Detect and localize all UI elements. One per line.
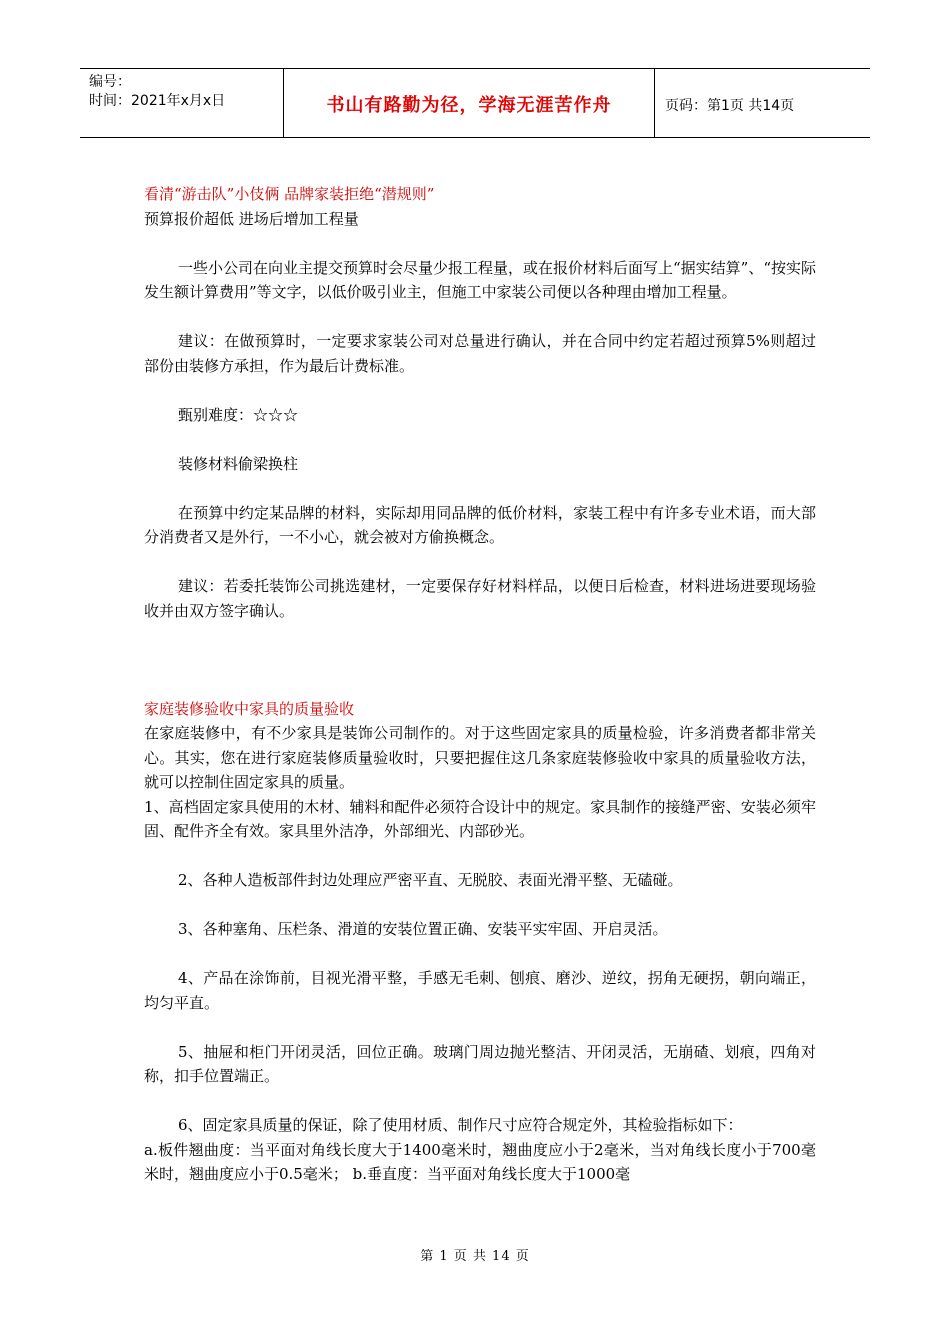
header-motto-cell (284, 69, 655, 137)
section2-item-4: 4、产品在涂饰前，目视光滑平整，手感无毛刺、刨痕、磨沙、逆纹，拐角无硬拐，朝向端正，均匀平直。 (144, 969, 816, 1012)
time-label: 时间：2021年x月x日 (89, 93, 226, 109)
section1-paragraph-2: 建议：在做预算时，一定要求家装公司对总量进行确认，并在合同中约定若超过预算5%则超过部份由装修方承担，作为最后计费标准。 (144, 332, 816, 375)
section2-item-1: 1、高档固定家具使用的木材、辅料和配件必须符合设计中的规定。家具制作的接缝严密、安装必须牢固、配件齐全有效。家具里外洁净，外部细光、内部砂光。 (144, 797, 816, 840)
section2-title: 家庭装修验收中家具的质量验收 (144, 699, 355, 718)
document-body (144, 182, 816, 1187)
motto-text: 书山有路勤为径，学海无涯苦作舟 (326, 95, 612, 116)
section1-paragraph-4: 装修材料偷梁换柱 (178, 454, 299, 473)
section2-item-2: 2、各种人造板部件封边处理应严密平直、无脱胶、表面光滑平整、无磕碰。 (178, 871, 683, 889)
section1-title: 看清“游击队”小伎俩 品牌家装拒绝“潜规则” (144, 185, 435, 203)
page-footer: 第 1 页 共 14 页 (420, 1249, 530, 1264)
section2-item-3: 3、各种塞角、压栏条、滑道的安装位置正确、安装平实牢固、开启灵活。 (178, 920, 668, 938)
section2-item-5: 5、抽屉和柜门开闭灵活，回位正确。玻璃门周边抛光整洁、开闭灵活，无崩碴、划痕，四角对称，扣手位置端正。 (144, 1042, 816, 1085)
section2-item-6: 6、固定家具质量的保证，除了使用材质、制作尺寸应符合规定外，其检验指标如下： (178, 1116, 743, 1134)
section1-paragraph-5: 在预算中约定某品牌的材料，实际却用同品牌的低价材料，家装工程中有许多专业术语，而大部分消费者又是外行，一不小心，就会被对方偷换概念。 (144, 503, 816, 546)
header-page-cell (655, 69, 870, 137)
section2-item-6-detail: a.板件翘曲度：当平面对角线长度大于1400毫米时，翘曲度应小于2毫米，当对角线长度小于700毫米时，翘曲度应小于0.5毫米； b.垂直度：当平面对角线长度大于1000毫 (144, 1140, 816, 1183)
section1-paragraph-1: 一些小公司在向业主提交预算时会尽量少报工程量，或在报价材料后面写上“据实结算”、“按实际发生额计算费用”等文字，以低价吸引业主，但施工中家装公司便以各种理由增加工程量。 (144, 258, 817, 301)
page-info: 页码：第1页 共14页 (665, 98, 795, 114)
header-info-cell (80, 69, 284, 137)
section1-subtitle: 预算报价超低 进场后增加工程量 (144, 209, 359, 228)
section1-paragraph-3: 甄别难度：☆☆☆ (178, 405, 299, 424)
section2-intro: 在家庭装修中，有不少家具是装饰公司制作的。对于这些固定家具的质量检验，许多消费者都非常关心。其实，您在进行家庭装修质量验收时，只要把握住这几条家庭装修验收中家具的质量验收方法，就可以控制住固定家具的质量。 (144, 724, 816, 791)
section1-paragraph-6: 建议：若委托装饰公司挑选建材，一定要保存好材料样品，以便日后检查，材料进场进要现场验收并由双方签字确认。 (144, 577, 816, 620)
serial-label: 编号： (89, 74, 131, 90)
document-header (80, 68, 870, 138)
